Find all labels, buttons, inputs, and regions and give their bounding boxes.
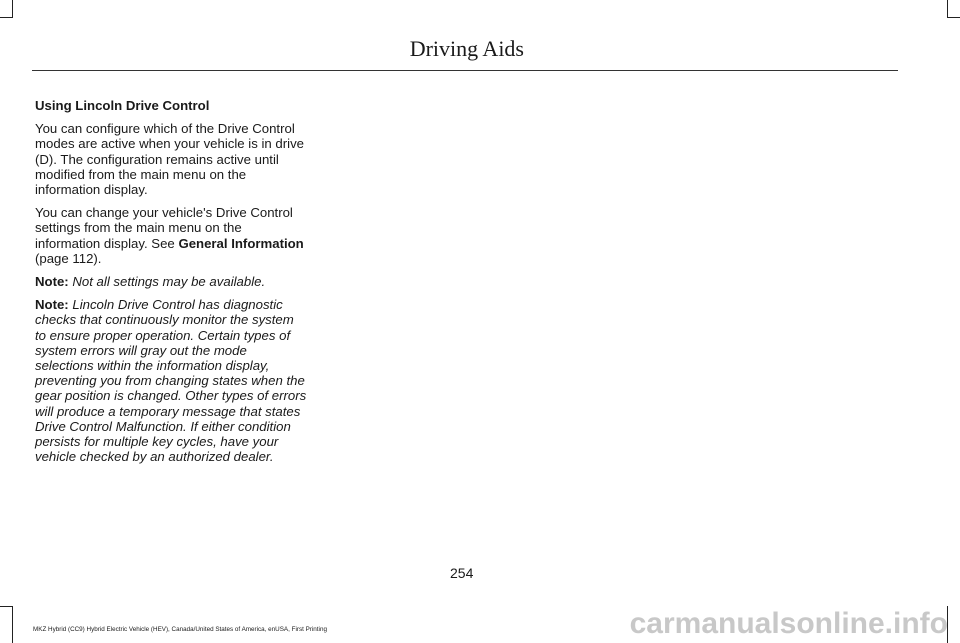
header-divider — [32, 70, 898, 71]
note-text: Lincoln Drive Control has diagnostic checks that continuously monitor the system to ensure proper operation. Certain types of system errors will gray out the mode selections within the information display, preventing you from changing states when the gear position is changed. Other types of errors will produce a temporary message that states Drive Control Malfunction. If either condition persists for multiple key cycles, have your vehicle checked by an authorized dealer. — [35, 297, 307, 465]
crop-mark-bottom-left-horizontal — [0, 606, 13, 607]
paragraph-configure: You can configure which of the Drive Control modes are active when your vehicle is in drive (D). The configuration remains active until modified from the main menu on the information display. — [35, 121, 305, 198]
note-settings-availability — [35, 274, 307, 289]
cross-reference-page: (page 112). — [35, 250, 102, 266]
paragraph-change-settings — [35, 205, 307, 266]
note-label: Note: — [35, 297, 69, 313]
note-label: Note: — [35, 274, 69, 290]
section-heading: Using Lincoln Drive Control — [35, 98, 210, 113]
cross-reference-link[interactable]: General Information — [178, 235, 304, 251]
note-diagnostic-checks — [35, 297, 307, 464]
page-header-title: Driving Aids — [409, 36, 524, 61]
page-number: 254 — [450, 565, 474, 581]
paragraph-change-settings-text: You can change your vehicle's Drive Control settings from the main menu on the information display. See — [35, 205, 293, 251]
crop-mark-bottom-left-vertical — [12, 606, 13, 643]
crop-mark-top-right-horizontal — [947, 17, 960, 18]
watermark-text: carmanualsonline.info — [629, 607, 948, 640]
footer-edition-text: MKZ Hybrid (CC9) Hybrid Electric Vehicle (HEV), Canada/United States of America, enUSA, First Printing — [33, 626, 327, 633]
main-content — [35, 98, 307, 472]
crop-mark-top-left-horizontal — [0, 17, 13, 18]
crop-mark-top-left-vertical — [12, 0, 13, 18]
note-text: Not all settings may be available. — [68, 274, 266, 290]
crop-mark-top-right-vertical — [947, 0, 948, 18]
